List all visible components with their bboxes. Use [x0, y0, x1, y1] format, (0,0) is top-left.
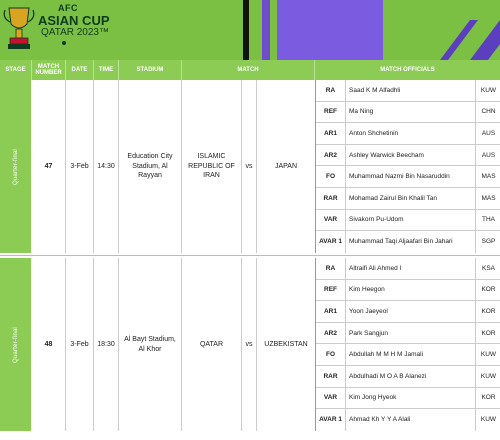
match-row — [0, 258, 500, 431]
official-name: Sivakorn Pu-Udom — [348, 210, 476, 231]
official-name: Abdulhadi M O A B Alanezi — [348, 366, 476, 387]
stage-label: Quarter-final — [12, 326, 19, 363]
col-match-officials: MATCH OFFICIALS — [380, 66, 435, 73]
official-country: SGP — [481, 238, 496, 246]
official-name: Park Sangjun — [348, 323, 476, 344]
official-row — [316, 210, 500, 232]
match-time: 14:30 — [94, 80, 119, 253]
col-time: TIME — [94, 60, 119, 80]
col-stage: STAGE — [0, 60, 32, 80]
officials-list — [315, 258, 500, 431]
versus-label: vs — [242, 80, 257, 253]
official-role: FO — [316, 344, 346, 365]
official-row — [316, 123, 500, 145]
official-name: Yoon Jaeyeol — [348, 301, 476, 322]
official-row — [316, 145, 500, 167]
official-role: VAR — [316, 210, 346, 231]
official-name: Muhammad Nazmi Bin Nasaruddin — [348, 166, 476, 187]
away-team: UZBEKISTAN — [264, 340, 308, 348]
official-role: FO — [316, 166, 346, 187]
official-country: KUW — [480, 372, 497, 380]
official-name: Kim Jong Hyeok — [348, 388, 476, 409]
official-role: AR1 — [316, 301, 346, 322]
official-role: AVAR 1 — [316, 231, 346, 253]
decor-slash-graphic — [400, 0, 500, 60]
official-row — [316, 258, 500, 280]
official-row — [316, 301, 500, 323]
official-country: KOR — [481, 329, 496, 337]
away-team: JAPAN — [274, 162, 298, 170]
official-name: Kim Heegon — [348, 280, 476, 301]
match-date: 3-Feb — [66, 258, 94, 431]
official-country: KOR — [481, 286, 496, 294]
official-country: MAS — [481, 194, 496, 202]
col-match-number: MATCH NUMBER — [32, 60, 66, 80]
stage-cell — [0, 80, 32, 253]
table-header-row — [0, 60, 500, 80]
official-role: RA — [316, 80, 346, 101]
official-name: Saad K M Alfadhli — [348, 80, 476, 101]
decor-black-bar — [243, 0, 249, 60]
match-number: 47 — [32, 80, 66, 253]
official-country: MAS — [481, 173, 496, 181]
versus-label: vs — [242, 258, 257, 431]
official-country: KUW — [480, 86, 497, 94]
official-country: KOR — [481, 307, 496, 315]
officials-list — [315, 80, 500, 253]
official-row — [316, 280, 500, 302]
brand-afc: AFC — [58, 3, 78, 13]
tournament-brand — [38, 4, 110, 45]
match-time: 18:30 — [94, 258, 119, 431]
official-role: RAR — [316, 188, 346, 209]
official-row — [316, 323, 500, 345]
brand-subtitle: QATAR 2023™ — [41, 27, 109, 38]
home-team: ISLAMIC REPUBLIC OF IRAN — [182, 80, 242, 253]
official-row — [316, 188, 500, 210]
official-row — [316, 344, 500, 366]
official-role: AR2 — [316, 323, 346, 344]
decor-purple-block — [277, 0, 383, 60]
official-row — [316, 166, 500, 188]
official-role: RAR — [316, 366, 346, 387]
table-body — [0, 80, 500, 440]
row-divider — [0, 255, 500, 256]
brand-title: ASIAN CUP — [38, 13, 110, 28]
official-name: Ashley Warwick Beecham — [348, 145, 476, 166]
official-country: AUS — [481, 151, 496, 159]
official-role: RA — [316, 258, 346, 279]
official-name: Mohamad Zairul Bin Khalil Tan — [348, 188, 476, 209]
official-row — [316, 388, 500, 410]
official-name: Abdullah M M H M Jamali — [348, 344, 476, 365]
official-role: AVAR 1 — [316, 409, 346, 431]
stage-label: Quarter-final — [12, 148, 19, 185]
official-role: AR2 — [316, 145, 346, 166]
stage-cell — [0, 258, 32, 431]
official-country: KOR — [481, 394, 496, 402]
asian-cup-trophy-logo — [2, 4, 36, 56]
official-role: AR1 — [316, 123, 346, 144]
official-row — [316, 102, 500, 124]
official-row — [316, 409, 500, 431]
official-name: Ahmad Kh Y Y A Alali — [348, 409, 476, 431]
match-row — [0, 80, 500, 253]
official-country: CHN — [481, 108, 496, 116]
home-team: QATAR — [182, 258, 242, 431]
official-name: Altraifi Ali Ahmed I — [348, 258, 476, 279]
match-stadium: Education City Stadium, Al Rayyan — [119, 80, 182, 253]
official-role: VAR — [316, 388, 346, 409]
official-role: REF — [316, 280, 346, 301]
official-country: KUW — [480, 416, 497, 424]
official-role: REF — [316, 102, 346, 123]
match-number: 48 — [32, 258, 66, 431]
col-stadium: STADIUM — [119, 60, 182, 80]
official-row — [316, 366, 500, 388]
official-country: AUS — [481, 129, 496, 137]
official-country: KUW — [480, 351, 497, 359]
official-name: Ma Ning — [348, 102, 476, 123]
official-country: KSA — [481, 264, 495, 272]
match-date: 3-Feb — [66, 80, 94, 253]
official-name: Anton Shchetinin — [348, 123, 476, 144]
match-stadium: Al Bayt Stadium, Al Khor — [119, 258, 182, 431]
official-row — [316, 80, 500, 102]
decor-purple-bar — [262, 0, 270, 60]
col-match: MATCH — [182, 60, 315, 80]
official-row — [316, 231, 500, 253]
official-name: Muhammad Taqi Aljaafari Bin Jahari — [348, 231, 476, 253]
brand-dot — [62, 41, 66, 45]
header-banner — [0, 0, 500, 60]
official-country: THA — [482, 216, 495, 224]
col-date: DATE — [66, 60, 94, 80]
